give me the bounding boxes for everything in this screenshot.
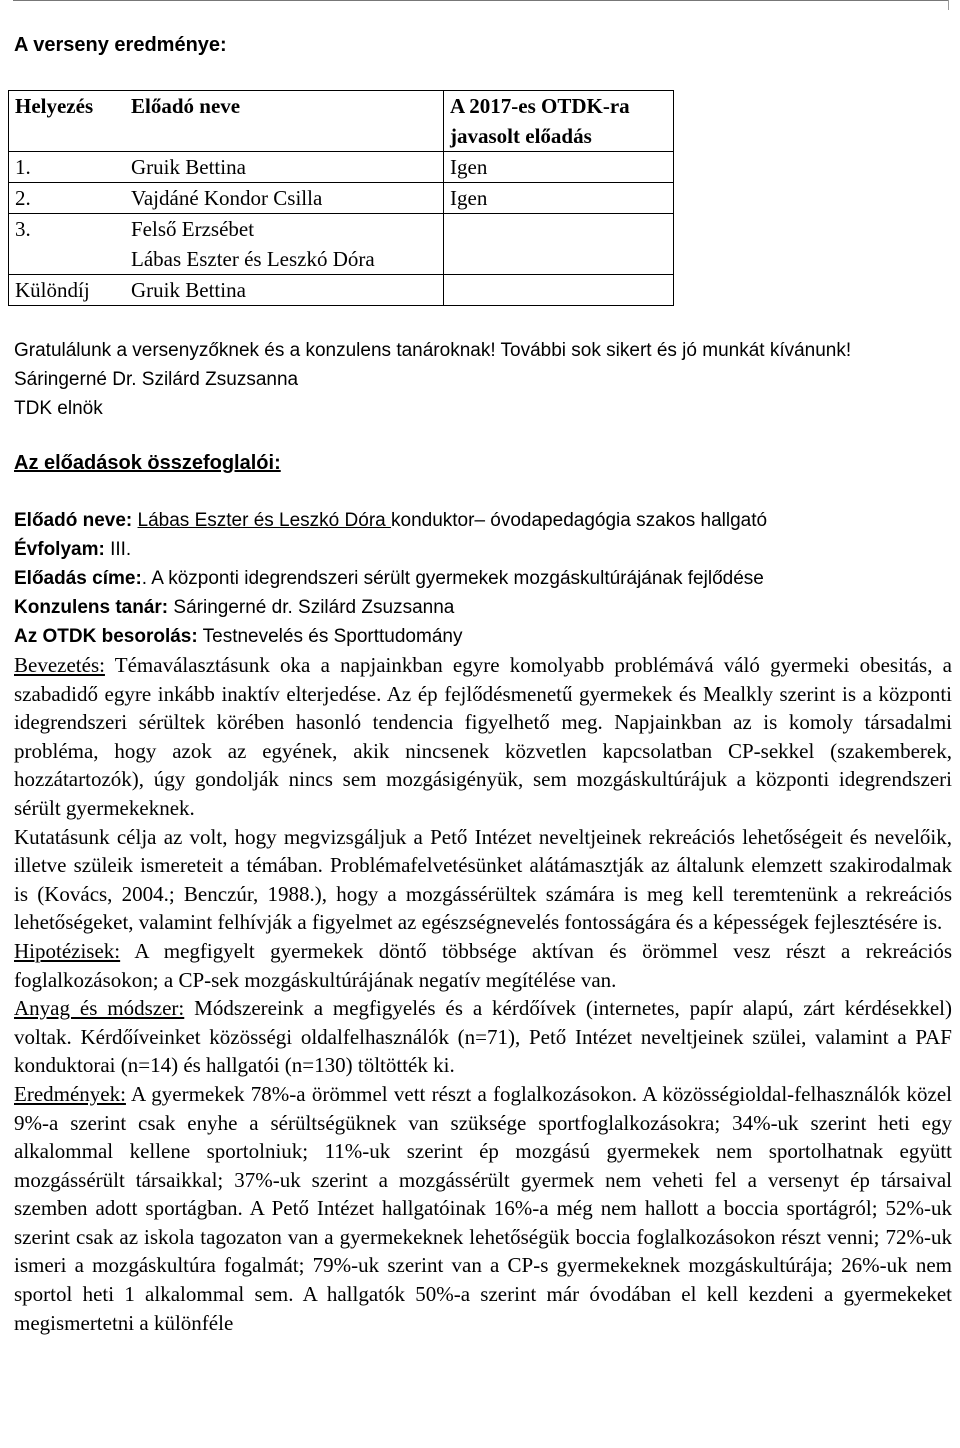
table-header-row (9, 91, 674, 152)
presenter-info (14, 506, 952, 651)
title-line (14, 564, 952, 593)
year-line (14, 535, 952, 564)
advisor-value: Sáringerné dr. Szilárd Zsuzsanna (173, 597, 455, 618)
table-cell: 2. (9, 183, 126, 214)
header-cell: Előadó neve (125, 91, 444, 152)
results-table (8, 90, 674, 306)
results-text: A gyermekek 78%-a örömmel vett részt a foglalkozásokon. A közösségioldal-felhasználók közel 9%-a szerint csak enyhe a sérültségüknek van szüksége sportfoglalkozásokra; 34%-uk szerint heti egy alkalommal kellene sportolniuk; 11%-uk szerint ép mozgású gyermekek nem sportolhatnak együtt mozgássérült társaikkal; 37%-uk szerint a mozgássérült gyermek nem veheti fel a versenyt ép társaival szemben adott sportágban. A Pető Intézet hallgatóinak 16%-a még nem hallott a boccia sportágról; 52%-uk szerint csak az iskola tagozaton van a gyermekeknek lehetőségük boccia foglalkozásokon részt venni; 72%-uk ismeri a mozgáskultúra fogalmát; 79%-uk szerint van a CP-s gyermekeknek mozgáskultúrája; 26%-uk nem sportol heti 1 alkalommal sem. A hallgatók 50%-a szerint már óvodában el kell kezdeni a gyermekeket megismertetni a különféle (14, 1081, 952, 1335)
hypothesis-paragraph (14, 937, 952, 994)
table-row (9, 244, 674, 275)
category-label: Az OTDK besorolás: (14, 626, 198, 647)
summaries-heading: Az előadások összefoglalói: (14, 452, 281, 474)
results-paragraph (14, 1080, 952, 1337)
table-row (9, 275, 674, 306)
year-label: Évfolyam: (14, 539, 105, 560)
intro-label: Bevezetés: (14, 653, 105, 677)
table-row (9, 152, 674, 183)
presenter-label: Előadó neve: (14, 510, 133, 531)
intro-text: Témaválasztásunk oka a napjainkban egyre komolyabb problémává váló gyermeki obesitás, a szabadidő egyre inkább inaktív elterjedése. Az ép fejlődésmenetű gyermekek és Mealkly szerint is a központi idegrendszeri sérültek körében hasonló tendencia figyelhető meg. Napjainkban az is komoly társadalmi probléma, hogy azok az egyének, akik nincsenek közvetlen kapcsolatban CP-sekkel (szakemberek, hozzátartozók), úgy gondolják nincs sem mozgásigényük, sem mozgáskultúrájuk a központi idegrendszeri sérült gyermekeknek. (14, 653, 952, 820)
advisor-line (14, 593, 952, 622)
title-label: Előadás címe: (14, 568, 142, 589)
header-cell: Helyezés (9, 91, 126, 152)
method-label: Anyag és módszer: (14, 996, 185, 1021)
congrats-text: Gratulálunk a versenyzőknek és a konzulens tanároknak! További sok sikert és jó munkát kívánunk! (14, 340, 852, 361)
page-corner-mark (948, 0, 949, 10)
table-cell: Felső Erzsébet (125, 214, 444, 245)
table-row (9, 183, 674, 214)
table-cell: Lábas Eszter és Leszkó Dóra (125, 244, 444, 275)
signature-title: TDK elnök (14, 398, 103, 419)
page-top-border (13, 0, 948, 1)
table-cell: Vajdáné Kondor Csilla (125, 183, 444, 214)
table-cell: Igen (444, 152, 674, 183)
table-cell: Gruik Bettina (125, 275, 444, 306)
table-cell (444, 214, 674, 245)
table-cell: Igen (444, 183, 674, 214)
table-cell (9, 244, 126, 275)
presenter-line (14, 506, 952, 535)
table-cell (444, 244, 674, 275)
aim-text: Kutatásunk célja az volt, hogy megvizsgáljuk a Pető Intézet neveltjeinek rekreációs lehetőségeit és nevelőik, illetve szüleik ismereteit a témában. Problémafelvetésünket alátámasztják az általunk elemzett szakirodalmak is (Kovács, 2004.; Benczúr, 1988.), hogy a mozgássérültek számára is meg kell teremtenünk a rekreációs lehetőségeket, valamint felhívják a figyelmet az egészségnevelés fontosságára és a képességek fejlesztésére is. (14, 824, 952, 935)
results-heading: A verseny eredménye: (14, 34, 227, 56)
table-cell: 1. (9, 152, 126, 183)
presenter-name: Lábas Eszter és Leszkó Dóra (137, 510, 391, 531)
title-value: . A központi idegrendszeri sérült gyermekek mozgáskultúrájának fejlődése (141, 568, 764, 589)
table-cell: 3. (9, 214, 126, 245)
intro-paragraph (14, 651, 952, 823)
header-cell: A 2017-es OTDK-ra javasolt előadás (444, 91, 674, 152)
table-row (9, 214, 674, 245)
category-line (14, 622, 952, 651)
aim-paragraph (14, 823, 952, 937)
method-text: Módszereink a megfigyelés és a kérdőívek (internetes, papír alapú, zárt kérdésekkel) voltak. Kérdőíveinket közösségi oldalfelhasználók (n=71), Pető Intézet neveltjeinek szülei, valamint a PAF konduktorai (n=14) és hallgatói (n=130) töltötték ki. (14, 996, 952, 1078)
advisor-label: Konzulens tanár: (14, 597, 169, 618)
document-page (14, 31, 952, 1337)
presenter-role: konduktor– óvodapedagógia szakos hallgató (391, 510, 768, 531)
results-label: Eredmények: (14, 1081, 126, 1106)
hypothesis-label: Hipotézisek: (14, 938, 121, 963)
year-value: III. (110, 539, 132, 560)
hypothesis-text: A megfigyelt gyermekek döntő többsége aktívan és örömmel vesz részt a rekreációs foglalkozásokon; a CP-sek mozgáskultúrájának negatív megítélése van. (14, 938, 952, 992)
table-cell: Különdíj (9, 275, 126, 306)
category-value: Testnevelés és Sporttudomány (202, 626, 463, 647)
table-cell: Gruik Bettina (125, 152, 444, 183)
signature-name: Sáringerné Dr. Szilárd Zsuzsanna (14, 369, 299, 390)
method-paragraph (14, 994, 952, 1080)
table-cell (444, 275, 674, 306)
